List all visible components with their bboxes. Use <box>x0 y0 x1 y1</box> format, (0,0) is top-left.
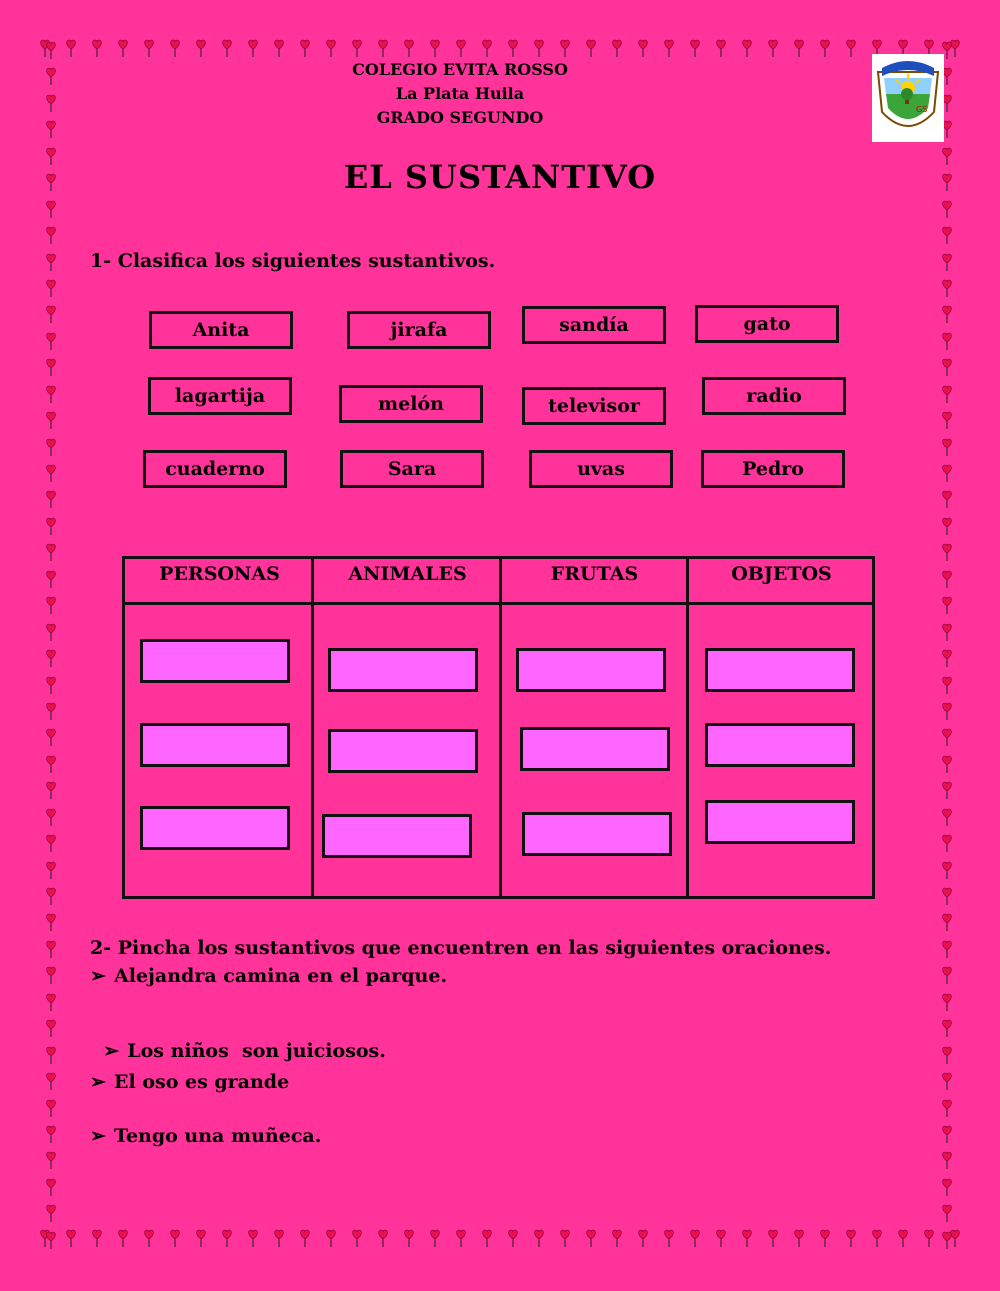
page-title: EL SUSTANTIVO <box>343 158 657 196</box>
heart-icon <box>246 1228 260 1250</box>
heart-icon <box>44 833 58 853</box>
word-card-melon[interactable]: melón <box>339 385 483 423</box>
heart-icon <box>558 38 572 60</box>
heart-icon <box>44 1071 58 1091</box>
school-city: La Plata Huila <box>395 84 525 103</box>
heart-icon <box>142 1228 156 1250</box>
heart-icon <box>940 199 954 219</box>
arrow-bullet-icon: ➢ <box>103 1040 120 1062</box>
heart-icon <box>896 1228 910 1250</box>
heart-icon <box>870 1228 884 1250</box>
heart-icon <box>940 1177 954 1197</box>
school-logo <box>872 54 944 142</box>
heart-icon <box>584 38 598 60</box>
heart-icon <box>246 38 260 60</box>
heart-icon <box>44 463 58 483</box>
heart-icon <box>792 38 806 60</box>
sentence-4 <box>90 1125 321 1147</box>
heart-icon <box>220 38 234 60</box>
heart-icon <box>940 1071 954 1091</box>
heart-icon <box>44 1124 58 1144</box>
heart-icon <box>940 648 954 668</box>
heart-icon <box>940 516 954 536</box>
word-card-pedro[interactable]: Pedro <box>701 450 845 488</box>
sentence-text: Los <box>127 1040 171 1062</box>
heart-icon <box>940 807 954 827</box>
heart-icon <box>688 38 702 60</box>
sentence-text: . <box>314 1125 322 1147</box>
drop-box-animales-1[interactable] <box>328 648 478 692</box>
heart-icon <box>818 38 832 60</box>
heart-icon <box>44 648 58 668</box>
heart-icon <box>940 542 954 562</box>
heart-icon <box>940 252 954 272</box>
border-bottom <box>38 1228 962 1250</box>
heart-icon <box>324 38 338 60</box>
column-header-objetos: OBJETOS <box>731 563 832 585</box>
heart-icon <box>168 1228 182 1250</box>
heart-icon <box>324 1228 338 1250</box>
word-card-sandia[interactable]: sandía <box>522 306 666 344</box>
word-card-uvas[interactable]: uvas <box>529 450 673 488</box>
word-card-radio[interactable]: radio <box>702 377 846 415</box>
column-divider <box>311 559 314 896</box>
heart-icon <box>402 38 416 60</box>
instruction-2: 2- Pincha los sustantivos que encuentren en las siguientes oraciones. <box>90 937 832 959</box>
noun-parque[interactable]: parque <box>365 965 441 987</box>
heart-icon <box>44 1018 58 1038</box>
heart-icon <box>44 992 58 1012</box>
heart-icon <box>940 886 954 906</box>
drop-box-frutas-1[interactable] <box>516 648 666 692</box>
drop-box-frutas-3[interactable] <box>522 812 672 856</box>
heart-icon <box>792 1228 806 1250</box>
heart-icon <box>940 675 954 695</box>
drop-box-personas-2[interactable] <box>140 723 290 767</box>
heart-icon <box>298 38 312 60</box>
heart-icon <box>454 38 468 60</box>
heart-icon <box>428 1228 442 1250</box>
heart-icon <box>506 38 520 60</box>
heart-icon <box>44 939 58 959</box>
heart-icon <box>44 886 58 906</box>
school-header <box>300 58 620 130</box>
sentence-text: El <box>114 1071 143 1093</box>
heart-icon <box>44 1230 58 1250</box>
sentence-3 <box>90 1071 289 1093</box>
sentence-1 <box>90 965 447 987</box>
heart-icon <box>940 1230 954 1250</box>
heart-icon <box>44 701 58 721</box>
heart-icon <box>44 331 58 351</box>
heart-icon <box>44 754 58 774</box>
sentence-2 <box>90 1018 386 1062</box>
heart-icon <box>940 833 954 853</box>
heart-icon <box>636 38 650 60</box>
heart-icon <box>940 912 954 932</box>
heart-icon <box>350 1228 364 1250</box>
heart-icon <box>480 1228 494 1250</box>
heart-icon <box>940 860 954 880</box>
heart-icon <box>940 595 954 615</box>
heart-icon <box>44 912 58 932</box>
sentence-text: camina en el <box>216 965 366 987</box>
arrow-bullet-icon: ➢ <box>90 1125 106 1147</box>
word-card-sara[interactable]: Sara <box>340 450 484 488</box>
heart-icon <box>376 38 390 60</box>
heart-icon <box>940 939 954 959</box>
column-header-personas: PERSONAS <box>159 563 280 585</box>
heart-icon <box>220 1228 234 1250</box>
heart-icon <box>272 1228 286 1250</box>
heart-icon <box>44 384 58 404</box>
heart-icon <box>940 1124 954 1144</box>
drop-box-animales-2[interactable] <box>328 729 478 773</box>
noun-muneca[interactable]: muñeca <box>231 1125 315 1147</box>
drop-box-objetos-1[interactable] <box>705 648 855 692</box>
heart-icon <box>844 38 858 60</box>
word-card-lagartija[interactable]: lagartija <box>148 377 292 415</box>
heart-icon <box>272 38 286 60</box>
heart-icon <box>194 38 208 60</box>
word-card-televisor[interactable]: televisor <box>522 387 666 425</box>
heart-icon <box>44 1045 58 1065</box>
heart-icon <box>44 595 58 615</box>
heart-icon <box>940 331 954 351</box>
heart-icon <box>90 38 104 60</box>
classification-table <box>122 556 875 899</box>
heart-icon <box>532 38 546 60</box>
heart-icon <box>44 437 58 457</box>
school-name: COLEGIO EVITA ROSSO <box>352 60 568 79</box>
heart-icon <box>44 252 58 272</box>
heart-icon <box>44 1203 58 1223</box>
heart-icon <box>662 1228 676 1250</box>
heart-icon <box>940 463 954 483</box>
drop-box-frutas-2[interactable] <box>520 727 670 771</box>
heart-icon <box>428 38 442 60</box>
heart-icon <box>940 357 954 377</box>
heart-icon <box>44 1150 58 1170</box>
heart-icon <box>714 38 728 60</box>
heart-icon <box>662 38 676 60</box>
sentence-text: son juiciosos. <box>228 1040 386 1062</box>
heart-icon <box>480 38 494 60</box>
word-card-cuaderno[interactable]: cuaderno <box>143 450 287 488</box>
heart-icon <box>766 38 780 60</box>
heart-icon <box>44 489 58 509</box>
heart-icon <box>940 780 954 800</box>
heart-icon <box>940 304 954 324</box>
heart-icon <box>766 1228 780 1250</box>
heart-icon <box>940 569 954 589</box>
heart-icon <box>44 66 58 86</box>
word-card-anita[interactable]: Anita <box>149 311 293 349</box>
heart-icon <box>350 38 364 60</box>
heart-icon <box>818 1228 832 1250</box>
word-card-jirafa[interactable]: jirafa <box>347 311 491 349</box>
heart-icon <box>64 1228 78 1250</box>
heart-icon <box>688 1228 702 1250</box>
heart-icon <box>44 780 58 800</box>
heart-icon <box>940 1098 954 1118</box>
sentence-text: Tengo una <box>114 1125 231 1147</box>
heart-icon <box>636 1228 650 1250</box>
heart-icon <box>740 1228 754 1250</box>
noun-alejandra[interactable]: Alejandra <box>114 965 217 987</box>
heart-icon <box>558 1228 572 1250</box>
heart-icon <box>940 992 954 1012</box>
heart-icon <box>44 622 58 642</box>
heart-icon <box>940 727 954 747</box>
heart-icon <box>940 437 954 457</box>
heart-icon <box>44 278 58 298</box>
heart-icon <box>610 38 624 60</box>
heart-icon <box>940 384 954 404</box>
instruction-1: 1- Clasifica los siguientes sustantivos. <box>90 250 496 272</box>
heart-icon <box>168 38 182 60</box>
heart-icon <box>376 1228 390 1250</box>
heart-icon <box>940 1018 954 1038</box>
heart-icon <box>454 1228 468 1250</box>
svg-text:GS: GS <box>916 105 928 114</box>
heart-icon <box>940 965 954 985</box>
column-divider <box>686 559 689 896</box>
arrow-bullet-icon: ➢ <box>90 965 106 987</box>
heart-icon <box>610 1228 624 1250</box>
sentence-text: es grande <box>178 1071 290 1093</box>
heart-icon <box>402 1228 416 1250</box>
school-grade: GRADO SEGUNDO <box>376 108 544 127</box>
heart-icon <box>44 727 58 747</box>
heart-icon <box>584 1228 598 1250</box>
heart-icon <box>940 1203 954 1223</box>
heart-icon <box>44 40 58 60</box>
heart-icon <box>940 489 954 509</box>
sentence-text: . <box>440 965 448 987</box>
heart-icon <box>740 38 754 60</box>
heart-icon <box>940 1150 954 1170</box>
heart-icon <box>44 1177 58 1197</box>
heart-icon <box>116 1228 130 1250</box>
drop-box-objetos-3[interactable] <box>705 800 855 844</box>
heart-icon <box>940 754 954 774</box>
drop-box-objetos-2[interactable] <box>705 723 855 767</box>
noun-ninos[interactable]: niños <box>170 1040 229 1062</box>
border-top <box>38 38 962 60</box>
heart-icon <box>940 410 954 430</box>
heart-icon <box>844 1228 858 1250</box>
heart-icon <box>44 860 58 880</box>
border-right <box>936 40 958 1250</box>
heart-icon <box>194 1228 208 1250</box>
heart-icon <box>64 38 78 60</box>
header-divider <box>125 602 872 605</box>
border-left <box>40 40 62 1250</box>
heart-icon <box>44 542 58 562</box>
heart-icon <box>714 1228 728 1250</box>
heart-icon <box>44 675 58 695</box>
heart-icon <box>298 1228 312 1250</box>
heart-icon <box>44 304 58 324</box>
arrow-bullet-icon: ➢ <box>90 1071 106 1093</box>
heart-icon <box>90 1228 104 1250</box>
heart-icon <box>940 701 954 721</box>
heart-icon <box>506 1228 520 1250</box>
heart-icon <box>44 225 58 245</box>
heart-icon <box>116 38 130 60</box>
drop-box-animales-3[interactable] <box>322 814 472 858</box>
word-card-gato[interactable]: gato <box>695 305 839 343</box>
heart-icon <box>142 38 156 60</box>
drop-box-personas-3[interactable] <box>140 806 290 850</box>
heart-icon <box>44 569 58 589</box>
column-header-animales: ANIMALES <box>348 563 467 585</box>
heart-icon <box>44 516 58 536</box>
drop-box-personas-1[interactable] <box>140 639 290 683</box>
heart-icon <box>44 199 58 219</box>
heart-icon <box>44 119 58 139</box>
heart-icon <box>922 1228 936 1250</box>
column-divider <box>499 559 502 896</box>
heart-icon <box>532 1228 546 1250</box>
heart-icon <box>940 278 954 298</box>
heart-icon <box>940 1045 954 1065</box>
noun-oso[interactable]: oso <box>142 1071 179 1093</box>
heart-icon <box>44 807 58 827</box>
heart-icon <box>940 225 954 245</box>
heart-icon <box>44 410 58 430</box>
heart-icon <box>44 1098 58 1118</box>
heart-icon <box>44 357 58 377</box>
heart-icon <box>44 965 58 985</box>
heart-icon <box>940 622 954 642</box>
column-header-frutas: FRUTAS <box>550 563 639 585</box>
heart-icon <box>44 93 58 113</box>
